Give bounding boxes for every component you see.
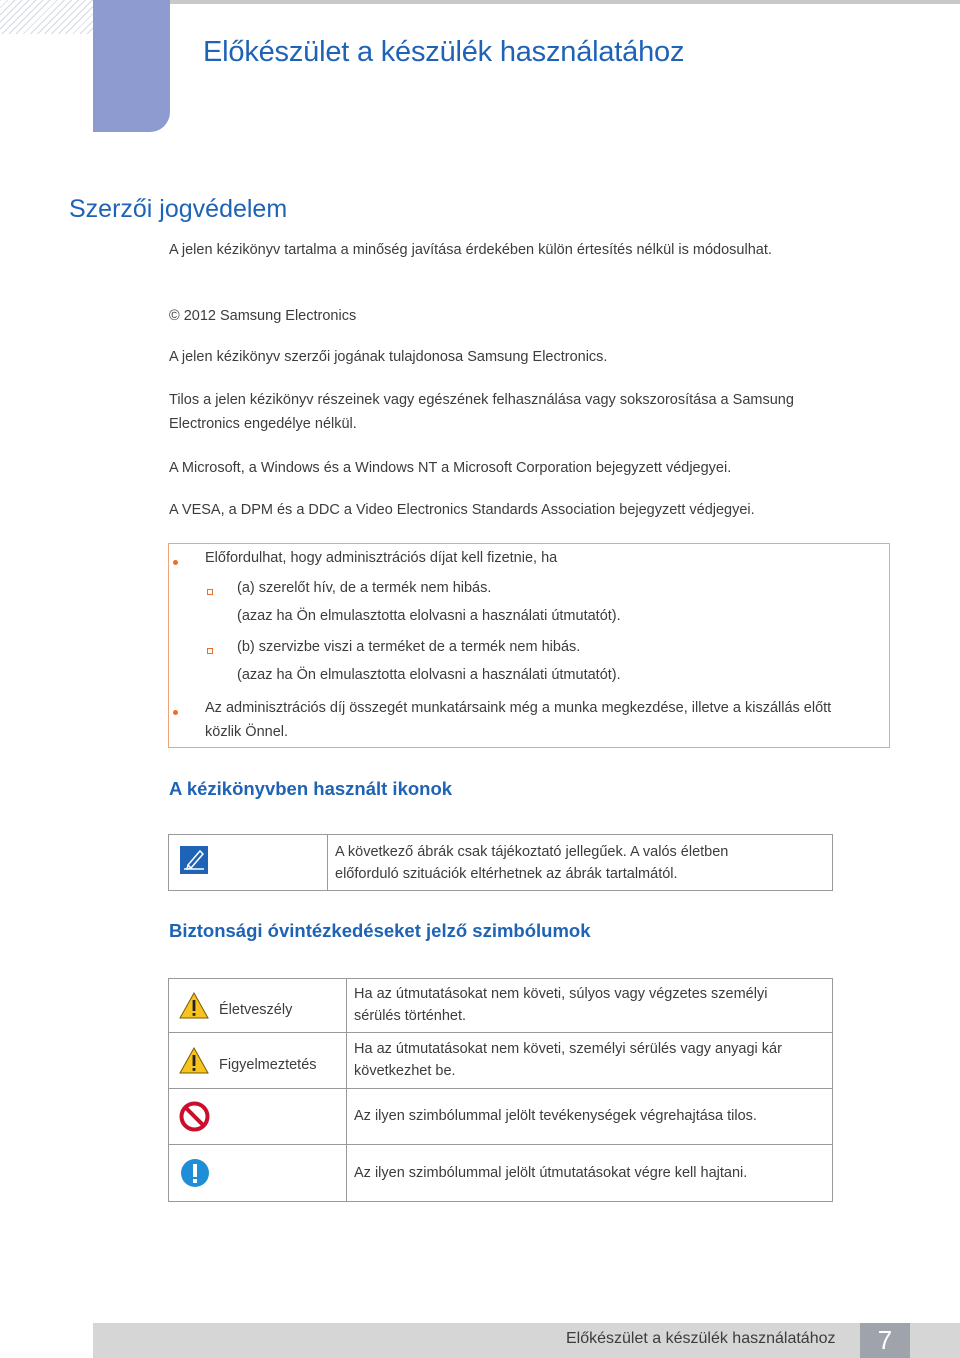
symbols-section-heading: Biztonsági óvintézkedéseket jelző szimbólumok <box>169 920 591 941</box>
note-bullet-amount-line2: közlik Önnel. <box>205 724 289 740</box>
note-sub-item-b-detail: (azaz ha Ön elmulasztotta elolvasni a használati útmutatót). <box>237 667 621 683</box>
square-bullet <box>207 648 213 654</box>
footer-title: Előkészület a készülék használatához <box>566 1330 836 1347</box>
table-row-divider <box>169 1032 832 1033</box>
table-row-divider <box>169 1088 832 1089</box>
table-divider <box>327 835 328 890</box>
bullet-dot <box>173 710 178 715</box>
symbol-label-danger: Életveszély <box>219 1002 293 1018</box>
corner-hatch-decoration <box>0 0 93 34</box>
header-tab-decoration <box>93 0 170 132</box>
bullet-dot <box>173 560 178 565</box>
paragraph-microsoft-trademark: A Microsoft, a Windows és a Windows NT a Microsoft Corporation bejegyzett védjegyei. <box>169 460 732 476</box>
note-sub-item-a-detail: (azaz ha Ön elmulasztotta elolvasni a használati útmutatót). <box>237 608 621 624</box>
icons-note-text-line2: előforduló szituációk eltérhetnek az ábrák tartalmától. <box>335 866 678 882</box>
page-title: Előkészület a készülék használatához <box>203 36 685 68</box>
exclamation-icon <box>180 1158 210 1188</box>
note-bullet-amount-line1: Az adminisztrációs díj összegét munkatársaink még a munka megkezdése, illetve a kiszállás előtt <box>205 700 832 716</box>
note-pencil-icon <box>180 846 208 874</box>
table-divider <box>346 979 347 1201</box>
header-rule <box>170 0 960 4</box>
symbol-text-warning-line1: Ha az útmutatásokat nem követi, személyi sérülés vagy anyagi kár <box>354 1041 782 1057</box>
page-number: 7 <box>860 1323 910 1358</box>
table-row-divider <box>169 1144 832 1145</box>
warning-triangle-icon <box>179 1047 209 1074</box>
symbol-text-danger-line1: Ha az útmutatásokat nem követi, súlyos vagy végzetes személyi <box>354 986 768 1002</box>
icons-note-text-line1: A következő ábrák csak tájékoztató jellegűek. A valós életben <box>335 844 729 860</box>
section-title: Szerzői jogvédelem <box>69 195 288 223</box>
paragraph-copyright-year: © 2012 Samsung Electronics <box>169 308 357 324</box>
symbol-text-warning-line2: következhet be. <box>354 1063 456 1079</box>
paragraph-content-changes: A jelen kézikönyv tartalma a minőség javítása érdekében külön értesítés nélkül is módosulhat. <box>169 242 772 258</box>
paragraph-vesa-trademark: A VESA, a DPM és a DDC a Video Electronics Standards Association bejegyzett védjegyei. <box>169 502 755 518</box>
warning-triangle-icon <box>179 992 209 1019</box>
symbol-text-danger-line2: sérülés történhet. <box>354 1008 467 1024</box>
icons-section-heading: A kézikönyvben használt ikonok <box>169 778 453 799</box>
paragraph-reproduction-line1: Tilos a jelen kézikönyv részeinek vagy egészének felhasználása vagy sokszorosítása a Samsung <box>169 392 794 408</box>
paragraph-reproduction-line2: Electronics engedélye nélkül. <box>169 416 357 432</box>
prohibited-icon <box>179 1101 210 1132</box>
note-sub-item-a: (a) szerelőt hív, de a termék nem hibás. <box>237 580 492 596</box>
note-bullet-fee: Előfordulhat, hogy adminisztrációs díjat kell fizetnie, ha <box>205 550 558 566</box>
paragraph-copyright-owner: A jelen kézikönyv szerzői jogának tulajdonosa Samsung Electronics. <box>169 349 608 365</box>
symbol-text-mandatory: Az ilyen szimbólummal jelölt útmutatásokat végre kell hajtani. <box>354 1165 748 1181</box>
symbol-label-warning: Figyelmeztetés <box>219 1057 317 1073</box>
symbol-text-prohibited: Az ilyen szimbólummal jelölt tevékenységek végrehajtása tilos. <box>354 1108 757 1124</box>
note-sub-item-b: (b) szervizbe viszi a terméket de a termék nem hibás. <box>237 639 581 655</box>
square-bullet <box>207 589 213 595</box>
